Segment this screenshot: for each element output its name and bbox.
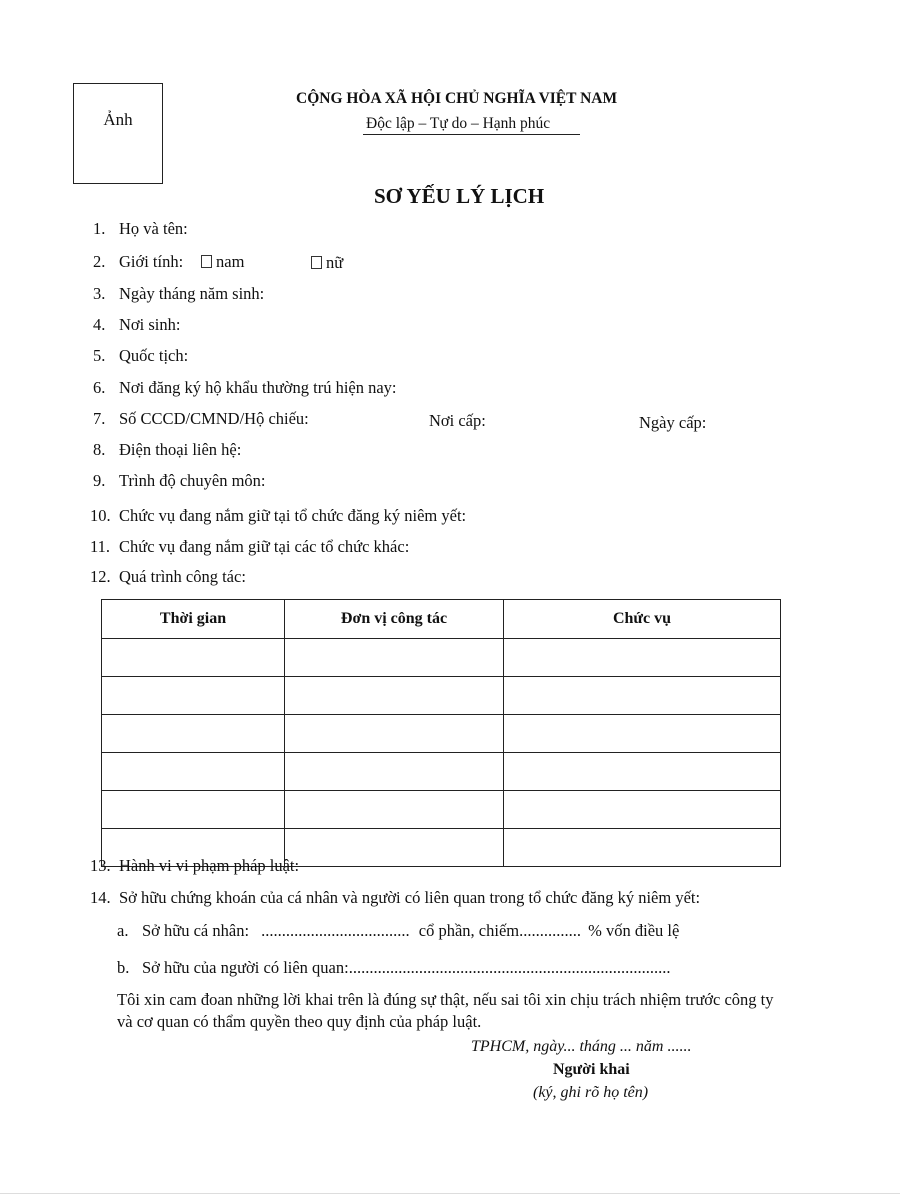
declaration-line-1: Tôi xin cam đoan những lời khai trên là đúng sự thật, nếu sai tôi xin chịu trách nhiệm trước công ty — [117, 990, 774, 1009]
table-cell[interactable] — [285, 639, 504, 677]
table-cell[interactable] — [504, 677, 781, 715]
item-id-number — [93, 409, 309, 429]
checkbox-female[interactable] — [311, 256, 322, 269]
table-cell[interactable] — [504, 829, 781, 867]
item-number: 14. — [90, 888, 111, 907]
page-edge-line — [0, 1193, 900, 1194]
item-label: Quốc tịch: — [119, 346, 189, 365]
item-label: Quá trình công tác: — [119, 567, 246, 586]
subitem-label: Sở hữu của người có liên quan:.............................................................................. — [142, 958, 671, 977]
item-gender — [93, 252, 183, 272]
ownership-related-persons — [117, 958, 670, 978]
column-header-position: Chức vụ — [504, 600, 781, 639]
item-number: 5. — [93, 346, 106, 365]
gender-male-option[interactable] — [201, 252, 244, 272]
item-birth-date — [93, 284, 264, 304]
ownership-personal — [117, 921, 679, 941]
item-number: 9. — [93, 471, 106, 490]
subitem-label: Sở hữu cá nhân: — [142, 921, 250, 940]
table-cell[interactable] — [285, 753, 504, 791]
item-number: 2. — [93, 252, 106, 271]
item-number: 8. — [93, 440, 106, 459]
item-full-name — [93, 219, 188, 239]
item-number: 12. — [90, 567, 111, 586]
option-label-male: nam — [216, 252, 245, 271]
item-label: Giới tính: — [119, 252, 184, 271]
shares-blank: .................................... — [261, 921, 410, 940]
table-row — [102, 753, 781, 791]
table-cell[interactable] — [285, 829, 504, 867]
item-phone — [93, 440, 241, 460]
item-violations — [90, 856, 299, 876]
column-header-work-unit: Đơn vị công tác — [285, 600, 504, 639]
item-position-listed-org — [90, 506, 466, 526]
item-label: Sở hữu chứng khoán của cá nhân và người có liên quan trong tổ chức đăng ký niêm yết: — [119, 888, 701, 907]
item-nationality — [93, 346, 188, 366]
table-cell[interactable] — [504, 715, 781, 753]
table-row — [102, 677, 781, 715]
photo-label: Ảnh — [103, 110, 133, 129]
item-position-other-orgs — [90, 537, 409, 557]
item-securities-ownership — [90, 888, 700, 908]
item-label: Họ và tên: — [119, 219, 188, 238]
work-history-table — [101, 599, 781, 867]
table-header-row — [102, 600, 781, 639]
item-residence — [93, 378, 397, 398]
charter-capital-label: % vốn điều lệ — [588, 921, 680, 940]
item-label: Nơi sinh: — [119, 315, 181, 334]
item-label: Chức vụ đang nắm giữ tại các tổ chức khác: — [119, 537, 410, 556]
table-row — [102, 639, 781, 677]
table-cell[interactable] — [102, 791, 285, 829]
motto-underline — [363, 134, 580, 135]
declaration-line-2: và cơ quan có thẩm quyền theo quy định của pháp luật. — [117, 1012, 482, 1031]
document-title: SƠ YẾU LÝ LỊCH — [374, 184, 545, 208]
item-label: Chức vụ đang nắm giữ tại tổ chức đăng ký niêm yết: — [119, 506, 467, 525]
table-cell[interactable] — [285, 791, 504, 829]
subitem-letter: a. — [117, 921, 129, 940]
item-number: 1. — [93, 219, 106, 238]
item-label: Trình độ chuyên môn: — [119, 471, 266, 490]
photo-box — [73, 83, 163, 184]
option-label-female: nữ — [326, 253, 344, 272]
item-number: 13. — [90, 856, 111, 875]
column-header-time: Thời gian — [102, 600, 285, 639]
percent-blank: cổ phần, chiếm............... — [418, 921, 581, 940]
table-row — [102, 715, 781, 753]
item-number: 7. — [93, 409, 106, 428]
checkbox-male[interactable] — [201, 255, 212, 268]
item-label: Điện thoại liên hệ: — [119, 440, 242, 459]
signature-date: TPHCM, ngày... tháng ... năm ...... — [471, 1038, 692, 1055]
signature-title: Người khai — [553, 1061, 630, 1078]
item-label: Nơi đăng ký hộ khẩu thường trú hiện nay: — [119, 378, 397, 397]
item-number: 6. — [93, 378, 106, 397]
national-title: CỘNG HÒA XÃ HỘI CHỦ NGHĨA VIỆT NAM — [296, 90, 618, 107]
table-cell[interactable] — [285, 677, 504, 715]
table-cell[interactable] — [504, 791, 781, 829]
table-cell[interactable] — [102, 753, 285, 791]
item-label: Hành vi vi phạm pháp luật: — [119, 856, 300, 875]
item-number: 10. — [90, 506, 111, 525]
table-cell[interactable] — [102, 677, 285, 715]
national-motto: Độc lập – Tự do – Hạnh phúc — [366, 115, 551, 132]
item-number: 3. — [93, 284, 106, 303]
table-row — [102, 791, 781, 829]
item-birthplace — [93, 315, 180, 335]
table-cell[interactable] — [504, 753, 781, 791]
item-number: 11. — [90, 537, 111, 556]
subitem-letter: b. — [117, 958, 130, 977]
item-work-history — [90, 567, 246, 587]
id-issue-date-label: Ngày cấp: — [639, 413, 707, 432]
signature-note: (ký, ghi rõ họ tên) — [533, 1084, 649, 1101]
table-cell[interactable] — [102, 639, 285, 677]
gender-female-option[interactable] — [311, 253, 343, 273]
table-cell[interactable] — [504, 639, 781, 677]
table-cell[interactable] — [285, 715, 504, 753]
table-cell[interactable] — [102, 715, 285, 753]
item-number: 4. — [93, 315, 106, 334]
id-issue-place-label: Nơi cấp: — [429, 411, 486, 430]
item-label: Số CCCD/CMND/Hộ chiếu: — [119, 409, 309, 428]
item-label: Ngày tháng năm sinh: — [119, 284, 265, 303]
item-qualification — [93, 471, 266, 491]
